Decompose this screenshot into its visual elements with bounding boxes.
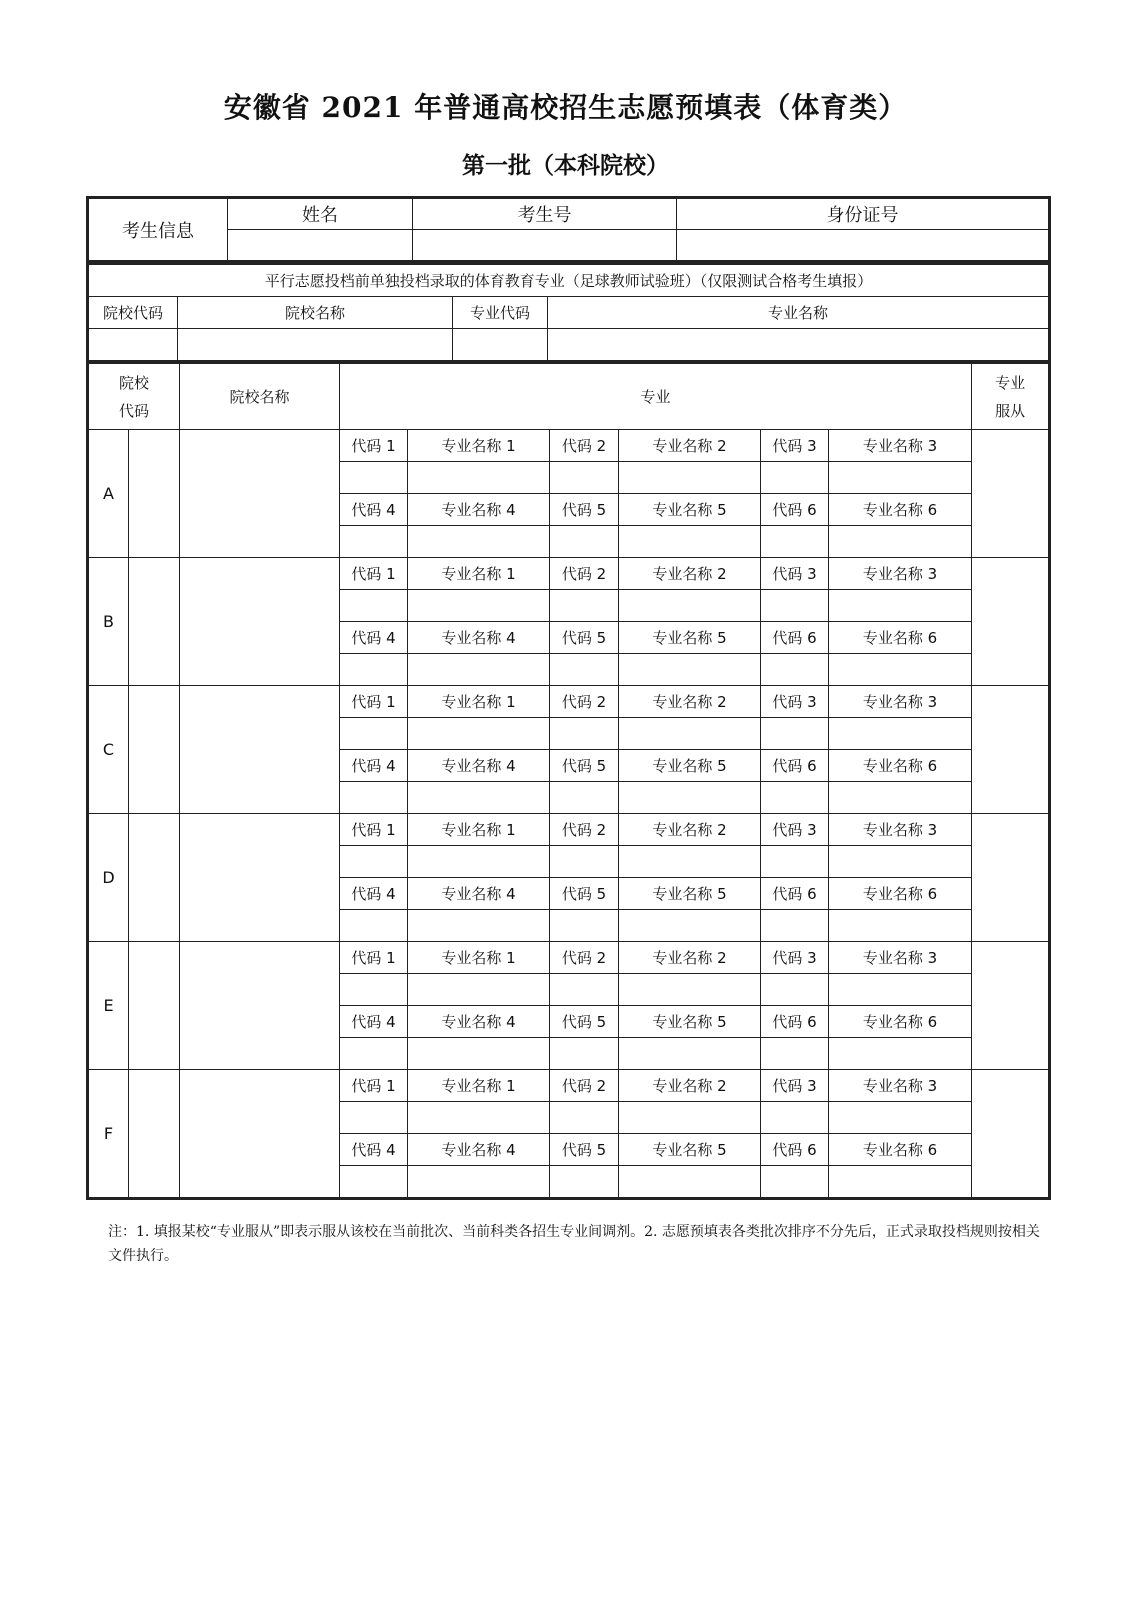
candidate-info-table: [88, 198, 1049, 261]
major-name-label: 专业名称 4: [408, 750, 550, 782]
major-name-field[interactable]: [619, 654, 761, 686]
volunteer-letter: C: [89, 686, 129, 814]
major-name-label: 专业名称 5: [619, 494, 761, 526]
name-label: 姓名: [228, 199, 413, 230]
major-name-label: 专业名称 4: [408, 1134, 550, 1166]
major-code-label: 代码 3: [761, 1070, 829, 1102]
major-code-field[interactable]: [340, 782, 408, 814]
major-name-field[interactable]: [408, 590, 550, 622]
major-name-field[interactable]: [829, 910, 972, 942]
volunteer-obey-field[interactable]: [972, 430, 1049, 558]
major-code-field[interactable]: [550, 1166, 619, 1198]
major-code-label: 代码 5: [550, 1006, 619, 1038]
major-code-field[interactable]: [550, 910, 619, 942]
major-name-field[interactable]: [829, 782, 972, 814]
major-name-field[interactable]: [408, 654, 550, 686]
major-name-field[interactable]: [408, 782, 550, 814]
major-code-field[interactable]: [550, 590, 619, 622]
major-name-field[interactable]: [619, 1102, 761, 1134]
grid-school-code-header: [89, 364, 180, 430]
major-code-field[interactable]: [340, 462, 408, 494]
grid-school-name-header: 院校名称: [180, 364, 340, 430]
major-name-label: 专业名称 1: [408, 430, 550, 462]
major-name-field[interactable]: [829, 590, 972, 622]
volunteer-row: [89, 942, 1049, 974]
major-name-label: 专业名称 5: [619, 622, 761, 654]
major-code-field[interactable]: [340, 910, 408, 942]
volunteer-letter: D: [89, 814, 129, 942]
page-title: 安徽省 2021 年普通高校招生志愿预填表（体育类）: [223, 91, 908, 124]
volunteer-row: [89, 1070, 1049, 1102]
football-school-name-field[interactable]: [178, 329, 453, 361]
major-name-label: 专业名称 3: [829, 430, 972, 462]
major-code-field[interactable]: [550, 462, 619, 494]
major-name-label: 专业名称 4: [408, 494, 550, 526]
major-name-field[interactable]: [829, 846, 972, 878]
grid-obey-header: [972, 364, 1049, 430]
volunteer-obey-field[interactable]: [972, 558, 1049, 686]
major-name-label: 专业名称 6: [829, 750, 972, 782]
major-code-label: 代码 4: [340, 494, 408, 526]
major-code-field[interactable]: [340, 1102, 408, 1134]
major-code-field[interactable]: [761, 526, 829, 558]
major-code-field[interactable]: [761, 846, 829, 878]
major-name-field[interactable]: [619, 846, 761, 878]
major-name-field[interactable]: [408, 526, 550, 558]
volunteer-row: [89, 814, 1049, 846]
major-code-field[interactable]: [761, 654, 829, 686]
volunteer-school-name-field[interactable]: [180, 1070, 340, 1198]
major-code-label: 代码 2: [550, 430, 619, 462]
major-code-label: 代码 2: [550, 814, 619, 846]
major-name-field[interactable]: [619, 526, 761, 558]
major-name-label: 专业名称 1: [408, 942, 550, 974]
major-code-field[interactable]: [550, 782, 619, 814]
football-school-code-field[interactable]: [89, 329, 178, 361]
grid-obey-header-text: 专业 服从: [995, 373, 1026, 420]
major-code-field[interactable]: [340, 526, 408, 558]
grid-major-header: 专业: [340, 364, 972, 430]
football-school-code-label: 院校代码: [89, 297, 178, 329]
major-name-field[interactable]: [619, 1166, 761, 1198]
major-name-label: 专业名称 4: [408, 1006, 550, 1038]
volunteer-school-name-field[interactable]: [180, 430, 340, 558]
major-name-label: 专业名称 6: [829, 1134, 972, 1166]
major-code-label: 代码 5: [550, 1134, 619, 1166]
footnote: 注：1. 填报某校“专业服从”即表示服从该校在当前批次、当前科类各招生专业间调剂。2. 志愿预填表各类批次排序不分先后，正式录取投档规则按相关文件执行。: [108, 1224, 1040, 1264]
major-code-label: 代码 2: [550, 942, 619, 974]
id-number-field[interactable]: [677, 230, 1049, 261]
football-major-name-field[interactable]: [548, 329, 1049, 361]
major-code-field[interactable]: [761, 910, 829, 942]
major-name-field[interactable]: [619, 462, 761, 494]
major-code-field[interactable]: [761, 974, 829, 1006]
major-code-field[interactable]: [340, 718, 408, 750]
football-major-code-label: 专业代码: [453, 297, 548, 329]
major-name-field[interactable]: [829, 718, 972, 750]
major-name-label: 专业名称 2: [619, 814, 761, 846]
volunteer-obey-field[interactable]: [972, 1070, 1049, 1198]
volunteer-row: [89, 686, 1049, 718]
major-name-field[interactable]: [408, 910, 550, 942]
major-name-field[interactable]: [829, 1166, 972, 1198]
major-code-label: 代码 3: [761, 814, 829, 846]
major-code-field[interactable]: [550, 654, 619, 686]
major-name-field[interactable]: [619, 974, 761, 1006]
volunteer-letter: B: [89, 558, 129, 686]
major-name-field[interactable]: [829, 462, 972, 494]
major-code-field[interactable]: [550, 974, 619, 1006]
exam-number-field[interactable]: [413, 230, 677, 261]
volunteer-school-name-field[interactable]: [180, 558, 340, 686]
football-class-table: [88, 264, 1049, 361]
major-name-label: 专业名称 6: [829, 494, 972, 526]
major-name-field[interactable]: [408, 1102, 550, 1134]
major-code-label: 代码 6: [761, 1006, 829, 1038]
major-code-field[interactable]: [761, 462, 829, 494]
major-name-label: 专业名称 5: [619, 750, 761, 782]
major-code-label: 代码 1: [340, 558, 408, 590]
major-name-label: 专业名称 1: [408, 1070, 550, 1102]
major-code-field[interactable]: [340, 1038, 408, 1070]
major-code-label: 代码 2: [550, 1070, 619, 1102]
major-name-field[interactable]: [408, 1038, 550, 1070]
major-code-field[interactable]: [340, 590, 408, 622]
major-code-field[interactable]: [550, 718, 619, 750]
major-code-label: 代码 3: [761, 430, 829, 462]
major-code-label: 代码 6: [761, 1134, 829, 1166]
volunteer-obey-field[interactable]: [972, 942, 1049, 1070]
major-name-field[interactable]: [829, 654, 972, 686]
major-name-field[interactable]: [408, 974, 550, 1006]
volunteer-school-name-field[interactable]: [180, 942, 340, 1070]
major-code-label: 代码 1: [340, 942, 408, 974]
major-name-label: 专业名称 6: [829, 622, 972, 654]
major-code-label: 代码 4: [340, 1134, 408, 1166]
major-code-label: 代码 1: [340, 814, 408, 846]
candidate-info-label: 考生信息: [89, 199, 228, 261]
volunteer-school-code-field[interactable]: [129, 558, 180, 686]
major-code-label: 代码 6: [761, 878, 829, 910]
major-code-label: 代码 4: [340, 878, 408, 910]
major-code-field[interactable]: [340, 974, 408, 1006]
volunteer-obey-field[interactable]: [972, 686, 1049, 814]
volunteer-grid-table: [88, 363, 1049, 1198]
volunteer-letter: A: [89, 430, 129, 558]
major-name-field[interactable]: [619, 910, 761, 942]
volunteer-row: [89, 430, 1049, 462]
major-code-label: 代码 6: [761, 494, 829, 526]
major-name-label: 专业名称 2: [619, 1070, 761, 1102]
major-name-label: 专业名称 2: [619, 430, 761, 462]
major-code-label: 代码 4: [340, 750, 408, 782]
major-code-field[interactable]: [761, 1166, 829, 1198]
major-code-label: 代码 6: [761, 750, 829, 782]
major-name-label: 专业名称 6: [829, 1006, 972, 1038]
major-code-field[interactable]: [550, 526, 619, 558]
major-code-label: 代码 1: [340, 686, 408, 718]
major-code-label: 代码 3: [761, 558, 829, 590]
name-field[interactable]: [228, 230, 413, 261]
football-school-name-label: 院校名称: [178, 297, 453, 329]
major-code-field[interactable]: [761, 782, 829, 814]
major-name-field[interactable]: [619, 718, 761, 750]
major-name-label: 专业名称 3: [829, 1070, 972, 1102]
major-name-label: 专业名称 1: [408, 686, 550, 718]
major-code-label: 代码 5: [550, 622, 619, 654]
major-name-field[interactable]: [829, 526, 972, 558]
volunteer-school-code-field[interactable]: [129, 430, 180, 558]
football-major-code-field[interactable]: [453, 329, 548, 361]
volunteer-obey-field[interactable]: [972, 814, 1049, 942]
exam-number-label: 考生号: [413, 199, 677, 230]
major-name-field[interactable]: [619, 782, 761, 814]
major-code-field[interactable]: [340, 654, 408, 686]
major-name-label: 专业名称 3: [829, 686, 972, 718]
major-code-label: 代码 5: [550, 494, 619, 526]
major-name-field[interactable]: [408, 1166, 550, 1198]
major-code-label: 代码 3: [761, 686, 829, 718]
major-code-field[interactable]: [761, 1038, 829, 1070]
major-code-field[interactable]: [550, 1102, 619, 1134]
major-name-field[interactable]: [408, 846, 550, 878]
grid-school-code-header-text: 院校 代码: [119, 373, 150, 420]
major-name-label: 专业名称 1: [408, 814, 550, 846]
major-code-field[interactable]: [761, 1102, 829, 1134]
major-code-label: 代码 1: [340, 1070, 408, 1102]
volunteer-school-code-field[interactable]: [129, 942, 180, 1070]
football-class-banner: 平行志愿投档前单独投档录取的体育教育专业（足球教师试验班）（仅限测试合格考生填报）: [89, 265, 1049, 297]
major-name-field[interactable]: [408, 718, 550, 750]
volunteer-school-code-field[interactable]: [129, 686, 180, 814]
major-name-field[interactable]: [619, 1038, 761, 1070]
major-code-field[interactable]: [340, 1166, 408, 1198]
major-code-field[interactable]: [550, 846, 619, 878]
volunteer-school-name-field[interactable]: [180, 686, 340, 814]
id-number-label: 身份证号: [677, 199, 1049, 230]
volunteer-letter: F: [89, 1070, 129, 1198]
major-code-label: 代码 6: [761, 622, 829, 654]
major-name-field[interactable]: [619, 590, 761, 622]
major-code-field[interactable]: [550, 1038, 619, 1070]
major-name-label: 专业名称 3: [829, 558, 972, 590]
major-name-field[interactable]: [408, 462, 550, 494]
volunteer-row: [89, 558, 1049, 590]
major-name-label: 专业名称 4: [408, 622, 550, 654]
major-name-label: 专业名称 2: [619, 686, 761, 718]
major-name-label: 专业名称 3: [829, 942, 972, 974]
football-major-name-label: 专业名称: [548, 297, 1049, 329]
major-code-label: 代码 3: [761, 942, 829, 974]
major-code-label: 代码 5: [550, 878, 619, 910]
major-code-label: 代码 2: [550, 686, 619, 718]
major-name-field[interactable]: [829, 1102, 972, 1134]
volunteer-letter: E: [89, 942, 129, 1070]
major-code-field[interactable]: [761, 590, 829, 622]
major-name-field[interactable]: [829, 1038, 972, 1070]
major-name-label: 专业名称 1: [408, 558, 550, 590]
major-code-label: 代码 4: [340, 1006, 408, 1038]
major-code-label: 代码 4: [340, 622, 408, 654]
major-name-label: 专业名称 5: [619, 1134, 761, 1166]
major-code-label: 代码 1: [340, 430, 408, 462]
volunteer-school-code-field[interactable]: [129, 1070, 180, 1198]
major-code-label: 代码 5: [550, 750, 619, 782]
major-name-field[interactable]: [829, 974, 972, 1006]
major-code-label: 代码 2: [550, 558, 619, 590]
major-name-label: 专业名称 6: [829, 878, 972, 910]
volunteer-school-code-field[interactable]: [129, 814, 180, 942]
major-name-label: 专业名称 4: [408, 878, 550, 910]
major-name-label: 专业名称 5: [619, 878, 761, 910]
major-code-field[interactable]: [761, 718, 829, 750]
major-name-label: 专业名称 3: [829, 814, 972, 846]
volunteer-school-name-field[interactable]: [180, 814, 340, 942]
page-subtitle: 第一批（本科院校）: [462, 152, 669, 179]
major-name-label: 专业名称 5: [619, 1006, 761, 1038]
major-name-label: 专业名称 2: [619, 942, 761, 974]
major-code-field[interactable]: [340, 846, 408, 878]
major-name-label: 专业名称 2: [619, 558, 761, 590]
